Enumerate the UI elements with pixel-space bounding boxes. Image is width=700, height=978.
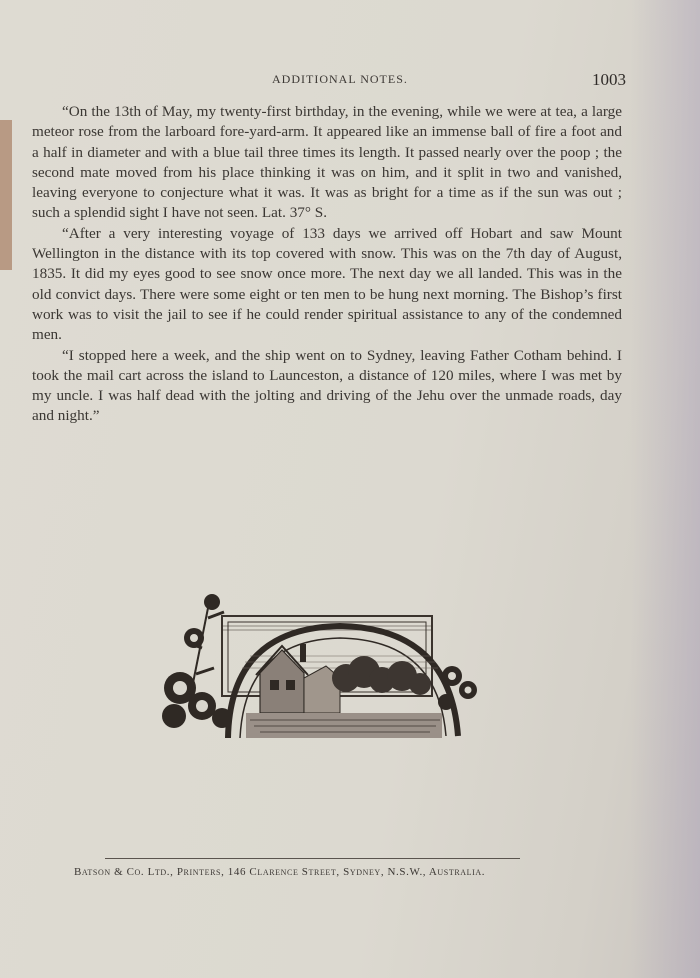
running-head: ADDITIONAL NOTES.: [272, 72, 408, 86]
page-number: 1003: [592, 70, 626, 89]
page-edge-stain: [630, 0, 700, 978]
page-tab-mark: [0, 120, 12, 270]
printer-imprint: Batson & Co. Ltd., Printers, 146 Clarence Street, Sydney, N.S.W., Australia.: [74, 866, 486, 878]
body-text: [32, 102, 622, 427]
page-header: [0, 70, 700, 90]
footer-rule: [105, 858, 520, 859]
paragraph: “On the 13th of May, my twenty-first birthday, in the evening, while we were at tea, a large meteor rose from the larboard fore-yard-arm. It appeared like an immense ball of fire a foot and a half in diameter and with a blue tail three times its length. It passed nearly over the poop ; the second mate moved from his place thinking it was on him, and it split in two and vanished, leaving everyone to conjecture what it was. It was as bright for a time as if the sun was out ; such a splendid sight I have not seen. Lat. 37° S.: [32, 103, 622, 222]
decorative-vignette-illustration: [150, 578, 490, 746]
paragraph: “I stopped here a week, and the ship went on to Sydney, leaving Father Cotham behind. I took the mail cart across the island to Launceston, a distance of 120 miles, where I was met by my uncle. I was half dead with the jolting and driving of the Jehu over the unmade roads, day and night.”: [32, 346, 622, 425]
paragraph: “After a very interesting voyage of 133 days we arrived off Hobart and saw Mount Wellington in the distance with its top covered with snow. This was on the 7th day of August, 1835. It did my eyes good to see snow once more. The next day we all landed. This was in the old convict days. There were some eight or ten men to be hung next morning. The Bishop’s first work was to visit the jail to see if he could render spiritual assistance to any of the condemned men.: [32, 224, 622, 344]
